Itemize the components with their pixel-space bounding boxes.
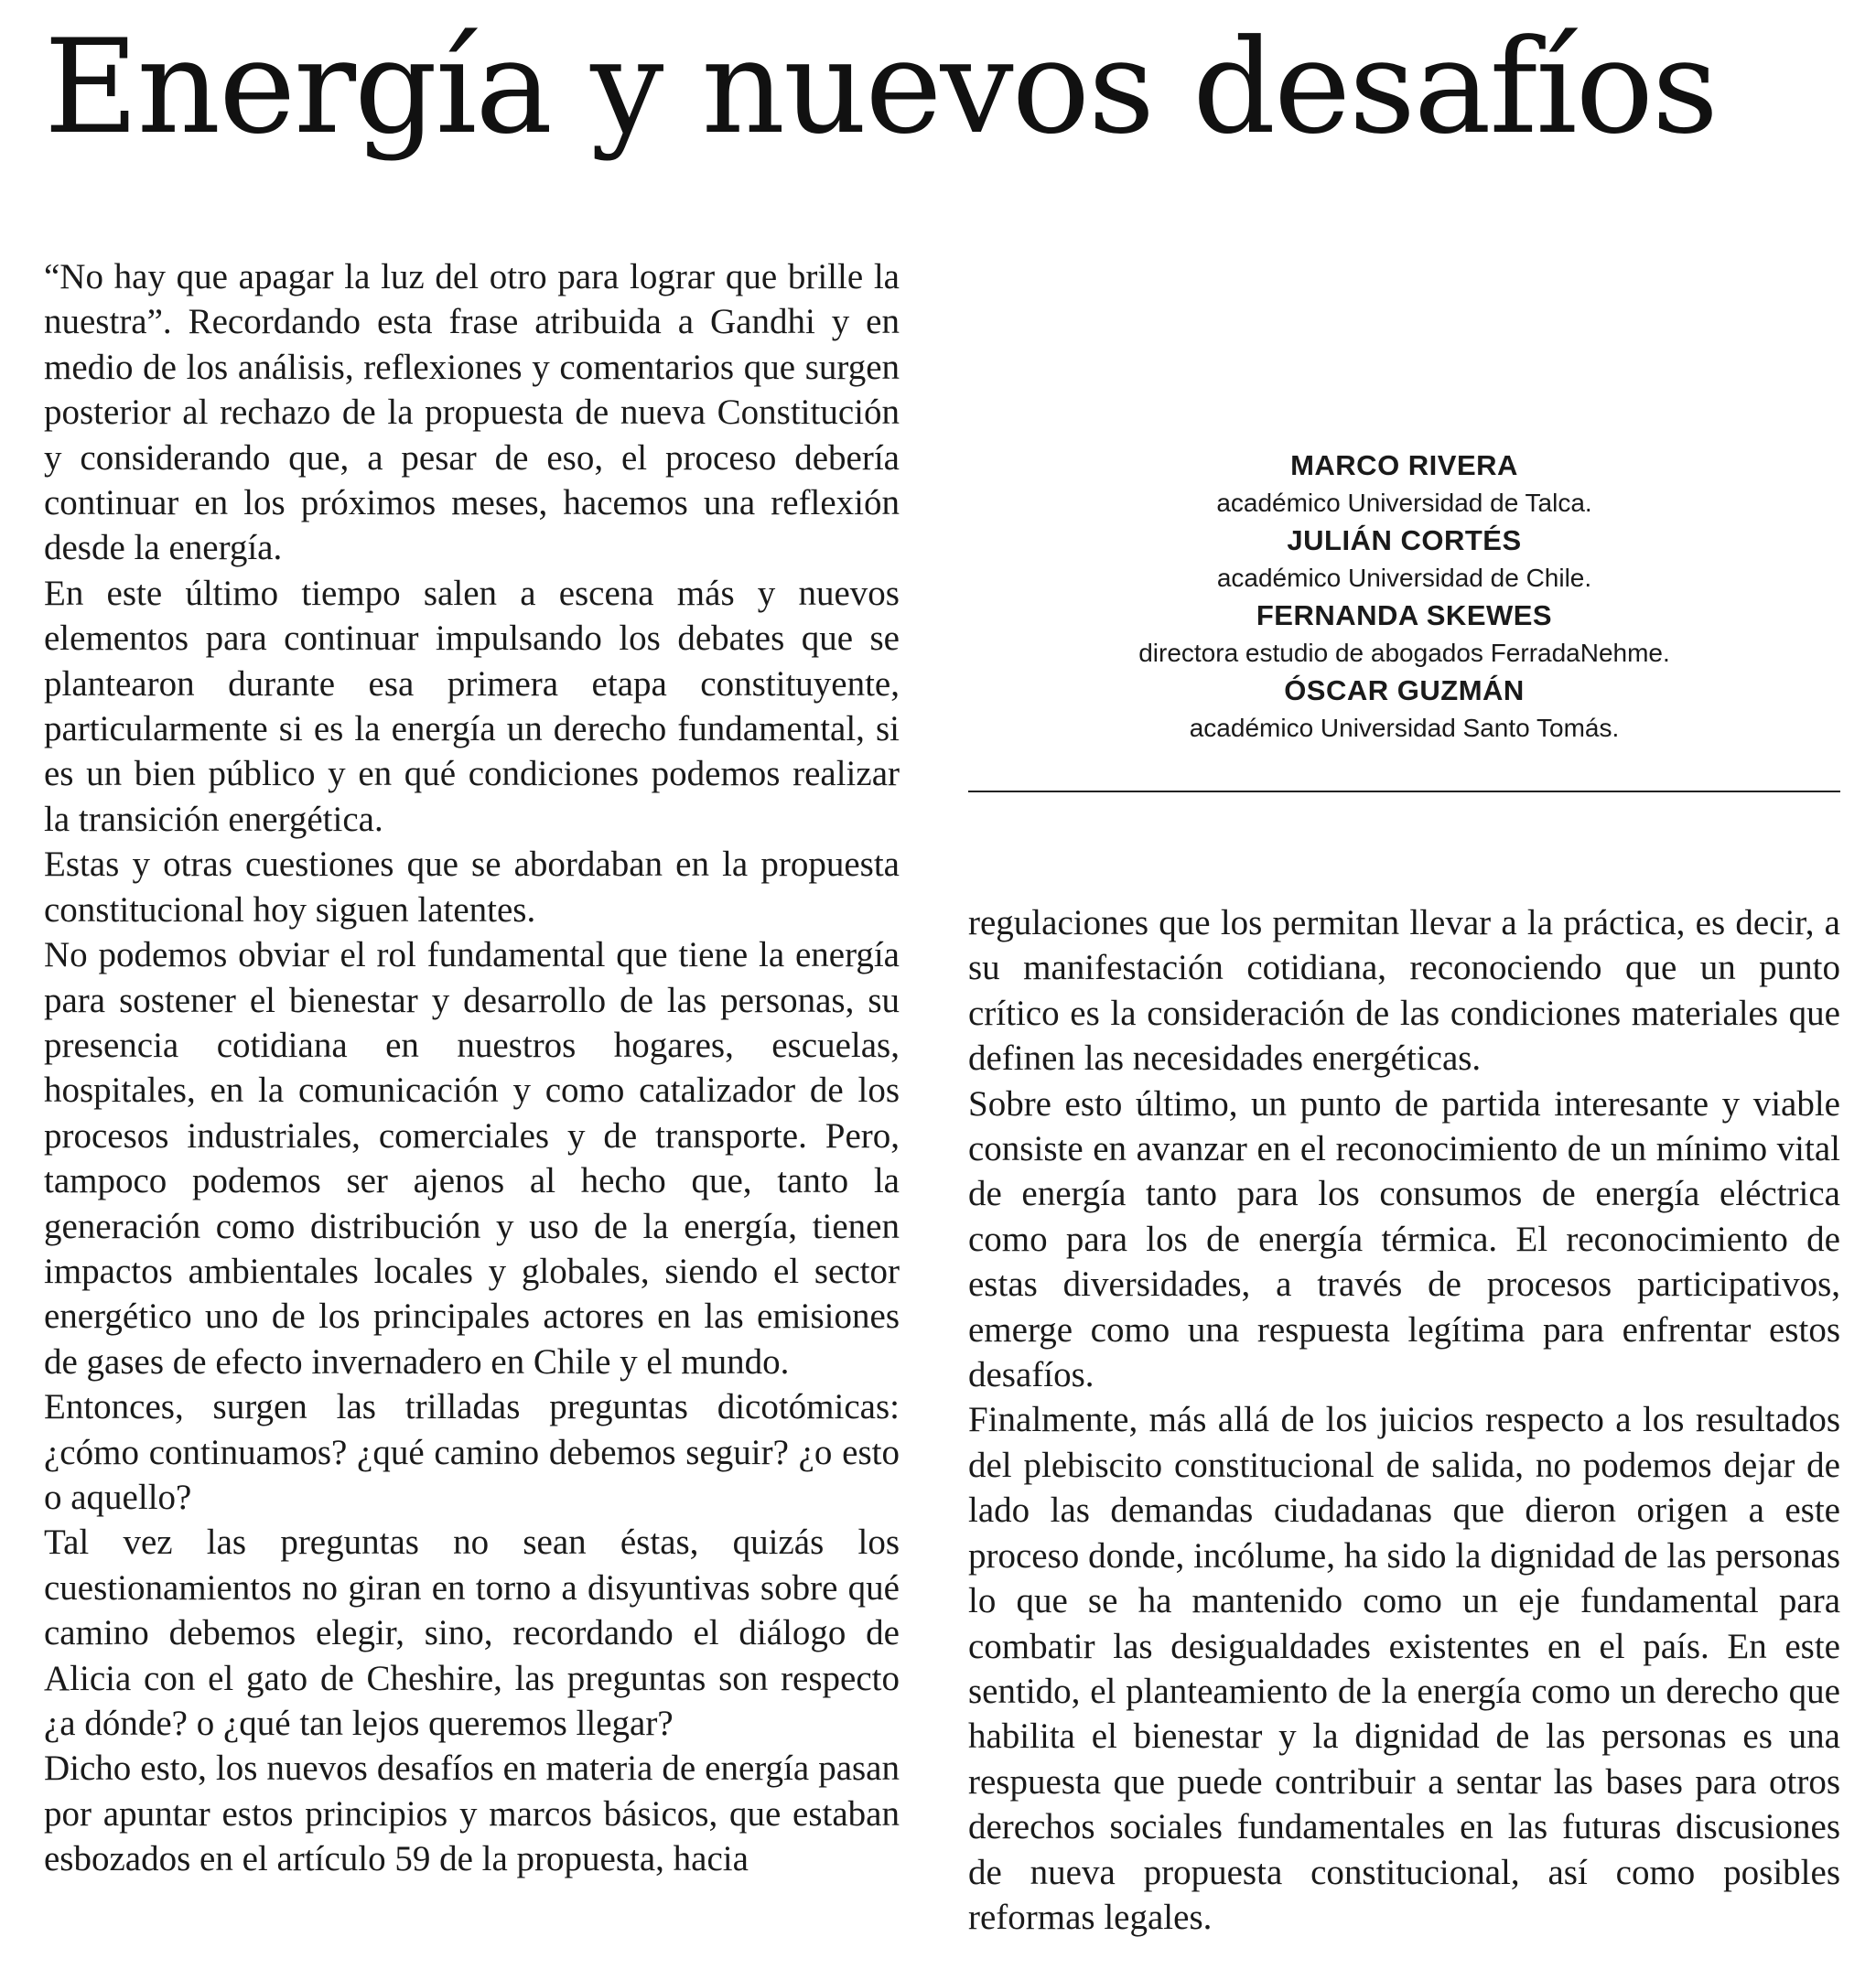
body-paragraph: Sobre esto último, un punto de partida interesante y viable consiste en avanzar en el reconocimiento de un mínimo vital de energía tanto para los consumos de energía eléctrica como para los de energía térmica. El reconocimiento de estas diversidades, a través de procesos participativos, emerge como una respuesta legítima para enfrentar estos desafíos. xyxy=(968,1083,1840,1395)
body-paragraph: En este último tiempo salen a escena más y nuevos elementos para continuar impulsando los debates que se plantearon durante esa primera etapa constituyente, particularmente si es la energía un derecho fundamental, si es un bien público y en qué condiciones podemos realizar la transición energética. xyxy=(44,573,900,839)
body-paragraph: Tal vez las preguntas no sean éstas, quizás los cuestionamientos no giran en torno a disyuntivas sobre qué camino debemos elegir, sino, recordando el diálogo de Alicia con el gato de Cheshire, las preguntas son respecto ¿a dónde? o ¿qué tan lejos queremos llegar? xyxy=(44,1523,900,1743)
author-credits xyxy=(968,447,1840,747)
article-headline: Energía y nuevos desafíos xyxy=(44,12,1717,163)
author-name: FERNANDA SKEWES xyxy=(1256,599,1553,631)
body-paragraph: Entonces, surgen las trilladas preguntas dicotómicas: ¿cómo continuamos? ¿qué camino debemos seguir? ¿o esto o aquello? xyxy=(44,1387,900,1517)
article-body-left-column xyxy=(44,254,900,1882)
author-divider-rule xyxy=(968,791,1840,792)
body-paragraph: Finalmente, más allá de los juicios respecto a los resultados del plebiscito constitucional de salida, no podemos dejar de lado las demandas ciudadanas que dieron origen a este proceso donde, incólume, ha sido la dignidad de las personas lo que se ha mantenido como un eje fundamental para combatir las desigualdades existentes en el país. En este sentido, el planteamiento de la energía como un derecho que habilita el bienestar y la dignidad de las personas es una respuesta que puede contribuir a sentar las bases para otros derechos sociales fundamentales en las futuras discusiones de nueva propuesta constitucional, así como posibles reformas legales. xyxy=(968,1400,1840,1937)
author-affiliation: académico Universidad de Talca. xyxy=(1216,489,1592,517)
body-paragraph: regulaciones que los permitan llevar a la práctica, es decir, a su manifestación cotidiana, reconociendo que un punto crítico es la consideración de las condiciones materiales que definen las necesidades energéticas. xyxy=(968,903,1840,1079)
article-body-right-column xyxy=(968,900,1840,1940)
body-paragraph: Dicho esto, los nuevos desafíos en materia de energía pasan por apuntar estos principios y marcos básicos, que estaban esbozados en el artículo 59 de la propuesta, hacia xyxy=(44,1749,900,1879)
author-affiliation: directora estudio de abogados FerradaNehme. xyxy=(1138,639,1670,667)
author-name: JULIÁN CORTÉS xyxy=(1287,524,1522,556)
author-affiliation: académico Universidad Santo Tomás. xyxy=(1189,714,1620,742)
author-affiliation: académico Universidad de Chile. xyxy=(1216,564,1592,592)
author-name: MARCO RIVERA xyxy=(1290,449,1518,481)
body-paragraph: Estas y otras cuestiones que se abordaban en la propuesta constitucional hoy siguen latentes. xyxy=(44,845,900,930)
body-paragraph: No podemos obviar el rol fundamental que tiene la energía para sostener el bienestar y desarrollo de las personas, su presencia cotidiana en nuestros hogares, escuelas, hospitales, en la comunicación y como catalizador de los procesos industriales, comerciales y de transporte. Pero, tampoco podemos ser ajenos al hecho que, tanto la generación como distribución y uso de la energía, tienen impactos ambientales locales y globales, siendo el sector energético uno de los principales actores en las emisiones de gases de efecto invernadero en Chile y el mundo. xyxy=(44,935,900,1382)
body-paragraph: “No hay que apagar la luz del otro para lograr que brille la nuestra”. Recordando esta frase atribuida a Gandhi y en medio de los análisis, reflexiones y comentarios que surgen posterior al rechazo de la propuesta de nueva Constitución y considerando que, a pesar de eso, el proceso debería continuar en los próximos meses, hacemos una reflexión desde la energía. xyxy=(44,257,900,568)
author-name: ÓSCAR GUZMÁN xyxy=(1284,674,1525,706)
